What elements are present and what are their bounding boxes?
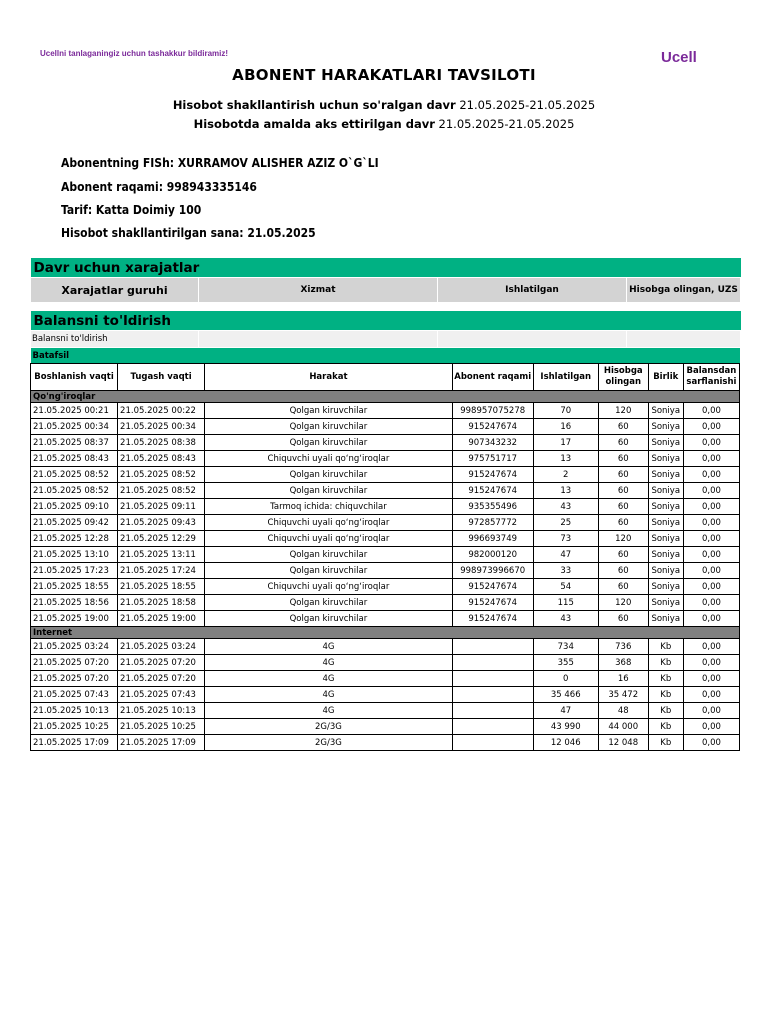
table-cell: Kb [648, 639, 683, 655]
subscriber-number: Abonent raqami: 998943335146 [61, 180, 257, 194]
table-cell: 21.05.2025 08:52 [31, 467, 118, 483]
table-cell: 2G/3G [205, 719, 453, 735]
table-cell: 998973996670 [452, 563, 533, 579]
table-cell: 2 [533, 467, 598, 483]
table-cell [452, 671, 533, 687]
table-cell: 60 [598, 611, 648, 627]
brand-logo: Ucell [661, 49, 697, 66]
table-cell: 0,00 [683, 687, 739, 703]
table-cell: 915247674 [452, 611, 533, 627]
table-cell: 21.05.2025 08:52 [118, 483, 205, 499]
table-cell: 21.05.2025 07:43 [31, 687, 118, 703]
table-cell: 17 [533, 435, 598, 451]
balance-cell [438, 331, 627, 348]
table-cell: 21.05.2025 17:09 [31, 735, 118, 751]
details-col-header: Abonent raqami [452, 364, 533, 391]
table-cell: 21.05.2025 09:10 [31, 499, 118, 515]
subscriber-tariff: Tarif: Katta Doimiy 100 [61, 203, 202, 217]
expenses-table [30, 258, 741, 303]
table-cell: 16 [533, 419, 598, 435]
table-cell: 60 [598, 499, 648, 515]
table-cell: 0,00 [683, 579, 739, 595]
table-row [31, 435, 740, 451]
table-cell: 4G [205, 671, 453, 687]
table-cell: 21.05.2025 07:20 [31, 671, 118, 687]
details-col-header: Birlik [648, 364, 683, 391]
table-cell: 13 [533, 483, 598, 499]
table-cell: 25 [533, 515, 598, 531]
table-cell: 21.05.2025 07:43 [118, 687, 205, 703]
table-cell: 21.05.2025 00:21 [31, 403, 118, 419]
table-cell: Qolgan kiruvchilar [205, 595, 453, 611]
table-cell: 0,00 [683, 499, 739, 515]
details-col-header: Balansdan sarflanishi [683, 364, 739, 391]
table-cell: 21.05.2025 10:25 [118, 719, 205, 735]
table-cell: 120 [598, 531, 648, 547]
table-row [31, 467, 740, 483]
table-cell: 21.05.2025 03:24 [31, 639, 118, 655]
table-cell: Chiquvchi uyali qo‘ng‘iroqlar [205, 579, 453, 595]
table-cell: 16 [598, 671, 648, 687]
table-cell: 47 [533, 547, 598, 563]
table-cell: Qolgan kiruvchilar [205, 547, 453, 563]
expenses-col-used: Ishlatilgan [438, 278, 627, 303]
table-cell: 70 [533, 403, 598, 419]
table-cell: Qolgan kiruvchilar [205, 403, 453, 419]
details-col-header: Tugash vaqti [118, 364, 205, 391]
period-requested-label: Hisobot shakllantirish uchun so'ralgan davr [172, 98, 456, 112]
table-cell: 21.05.2025 13:11 [118, 547, 205, 563]
table-row [31, 499, 740, 515]
table-cell: Chiquvchi uyali qo‘ng‘iroqlar [205, 515, 453, 531]
table-cell: 12 048 [598, 735, 648, 751]
table-cell: 21.05.2025 12:28 [31, 531, 118, 547]
table-cell: 915247674 [452, 419, 533, 435]
table-cell: 0,00 [683, 547, 739, 563]
table-cell: 4G [205, 639, 453, 655]
details-col-header: Harakat [205, 364, 453, 391]
table-cell: 21.05.2025 08:52 [118, 467, 205, 483]
table-cell: 47 [533, 703, 598, 719]
table-cell: 0,00 [683, 671, 739, 687]
table-row [31, 515, 740, 531]
table-cell: 736 [598, 639, 648, 655]
balance-section-title: Balansni to'ldirish [31, 311, 741, 331]
table-cell: Soniya [648, 403, 683, 419]
table-cell: 996693749 [452, 531, 533, 547]
table-cell: 21.05.2025 18:56 [31, 595, 118, 611]
table-cell [452, 735, 533, 751]
table-cell: 0,00 [683, 467, 739, 483]
table-cell: Soniya [648, 563, 683, 579]
table-cell: 4G [205, 687, 453, 703]
table-cell: 21.05.2025 10:25 [31, 719, 118, 735]
details-col-header: Ishlatilgan [533, 364, 598, 391]
table-cell: 0,00 [683, 451, 739, 467]
table-cell: Kb [648, 687, 683, 703]
table-cell: 60 [598, 563, 648, 579]
table-cell: 21.05.2025 00:34 [118, 419, 205, 435]
table-cell: Soniya [648, 579, 683, 595]
table-cell: 915247674 [452, 595, 533, 611]
balance-cell [627, 331, 741, 348]
table-cell: 21.05.2025 03:24 [118, 639, 205, 655]
table-cell: 21.05.2025 18:55 [118, 579, 205, 595]
section-name: Internet [31, 627, 740, 639]
table-row [31, 687, 740, 703]
table-cell: 43 [533, 499, 598, 515]
expenses-col-service: Xizmat [199, 278, 438, 303]
table-cell: 21.05.2025 00:34 [31, 419, 118, 435]
expenses-col-group: Xarajatlar guruhi [31, 278, 199, 303]
table-row [31, 483, 740, 499]
table-cell [452, 639, 533, 655]
table-cell [452, 687, 533, 703]
table-cell: 21.05.2025 07:20 [31, 655, 118, 671]
table-row [31, 419, 740, 435]
table-cell: 21.05.2025 10:13 [31, 703, 118, 719]
details-col-header: Hisobga olingan [598, 364, 648, 391]
balance-cell [199, 331, 438, 348]
table-cell: 0,00 [683, 703, 739, 719]
table-cell: Kb [648, 735, 683, 751]
table-cell: 60 [598, 451, 648, 467]
table-cell: 4G [205, 655, 453, 671]
details-header-row [31, 364, 740, 391]
table-row [31, 719, 740, 735]
table-cell: 0,00 [683, 735, 739, 751]
table-cell: 4G [205, 703, 453, 719]
table-cell: 60 [598, 579, 648, 595]
section-name: Qo'ng'iroqlar [31, 391, 740, 403]
details-col-header: Boshlanish vaqti [31, 364, 118, 391]
table-cell: 21.05.2025 19:00 [31, 611, 118, 627]
table-cell: 73 [533, 531, 598, 547]
table-cell: Kb [648, 703, 683, 719]
table-cell: Soniya [648, 547, 683, 563]
details-section-title: Batafsil [31, 348, 740, 364]
table-cell: 60 [598, 419, 648, 435]
table-row [31, 639, 740, 655]
table-cell: 35 466 [533, 687, 598, 703]
table-cell: 21.05.2025 08:37 [31, 435, 118, 451]
table-cell: 915247674 [452, 483, 533, 499]
table-cell: 60 [598, 515, 648, 531]
table-cell: 0,00 [683, 639, 739, 655]
table-cell: 43 [533, 611, 598, 627]
table-cell: 21.05.2025 07:20 [118, 655, 205, 671]
table-cell: Qolgan kiruvchilar [205, 611, 453, 627]
table-cell: 21.05.2025 07:20 [118, 671, 205, 687]
table-cell: 35 472 [598, 687, 648, 703]
period-shown-label: Hisobotda amalda aks ettirilgan davr [193, 117, 435, 131]
table-cell: Soniya [648, 467, 683, 483]
table-cell: 48 [598, 703, 648, 719]
table-cell: Qolgan kiruvchilar [205, 435, 453, 451]
thanks-message: Ucellni tanlaganingiz uchun tashakkur bildiramiz! [40, 49, 229, 58]
report-title: ABONENT HARAKATLARI TAVSILOTI [232, 66, 536, 84]
table-row [31, 563, 740, 579]
table-cell: 21.05.2025 08:43 [118, 451, 205, 467]
table-cell: 21.05.2025 19:00 [118, 611, 205, 627]
table-cell: Qolgan kiruvchilar [205, 467, 453, 483]
table-cell: Soniya [648, 499, 683, 515]
table-cell: 21.05.2025 17:09 [118, 735, 205, 751]
table-cell: 21.05.2025 09:42 [31, 515, 118, 531]
table-cell [452, 655, 533, 671]
table-cell: 120 [598, 595, 648, 611]
table-cell: 60 [598, 435, 648, 451]
details-body [31, 391, 740, 751]
table-cell: 935355496 [452, 499, 533, 515]
table-cell: 0,00 [683, 419, 739, 435]
table-cell: Qolgan kiruvchilar [205, 563, 453, 579]
table-cell: 0,00 [683, 531, 739, 547]
table-cell: Soniya [648, 595, 683, 611]
table-cell: Soniya [648, 611, 683, 627]
table-cell: 43 990 [533, 719, 598, 735]
table-cell: Kb [648, 671, 683, 687]
table-cell: 54 [533, 579, 598, 595]
table-row [31, 403, 740, 419]
table-cell: Soniya [648, 435, 683, 451]
table-row [31, 547, 740, 563]
table-cell: 60 [598, 467, 648, 483]
table-cell: 0,00 [683, 655, 739, 671]
table-cell: 0 [533, 671, 598, 687]
table-cell: 21.05.2025 13:10 [31, 547, 118, 563]
table-cell: 0,00 [683, 435, 739, 451]
table-cell: 734 [533, 639, 598, 655]
table-cell: 0,00 [683, 515, 739, 531]
table-cell: 368 [598, 655, 648, 671]
table-cell: Soniya [648, 515, 683, 531]
table-row [31, 451, 740, 467]
table-cell: 21.05.2025 10:13 [118, 703, 205, 719]
table-cell: 915247674 [452, 579, 533, 595]
table-cell: 21.05.2025 17:24 [118, 563, 205, 579]
table-row [31, 531, 740, 547]
table-cell [452, 719, 533, 735]
table-cell: 44 000 [598, 719, 648, 735]
table-cell: 0,00 [683, 719, 739, 735]
table-cell: 60 [598, 547, 648, 563]
report-date: Hisobot shakllantirilgan sana: 21.05.2025 [61, 226, 316, 240]
table-cell [452, 703, 533, 719]
period-requested-value: 21.05.2025-21.05.2025 [459, 98, 596, 112]
table-cell: 2G/3G [205, 735, 453, 751]
table-row [31, 735, 740, 751]
table-cell: 0,00 [683, 403, 739, 419]
balance-table [30, 311, 741, 348]
table-cell: Soniya [648, 451, 683, 467]
table-cell: 21.05.2025 08:43 [31, 451, 118, 467]
table-cell: 21.05.2025 09:43 [118, 515, 205, 531]
section-row [31, 391, 740, 403]
table-cell: 0,00 [683, 563, 739, 579]
table-row [31, 595, 740, 611]
table-row [31, 671, 740, 687]
table-cell: 0,00 [683, 611, 739, 627]
table-cell: Kb [648, 719, 683, 735]
table-cell: 21.05.2025 18:55 [31, 579, 118, 595]
table-cell: Soniya [648, 419, 683, 435]
table-cell: 972857772 [452, 515, 533, 531]
table-cell: 21.05.2025 00:22 [118, 403, 205, 419]
table-cell: Soniya [648, 531, 683, 547]
table-cell: 120 [598, 403, 648, 419]
table-cell: 21.05.2025 08:38 [118, 435, 205, 451]
subscriber-name: Abonentning FISh: XURRAMOV ALISHER AZIZ O`G`LI [61, 156, 379, 170]
period-shown-value: 21.05.2025-21.05.2025 [438, 117, 575, 131]
table-cell: Qolgan kiruvchilar [205, 483, 453, 499]
table-cell: 998957075278 [452, 403, 533, 419]
details-table [30, 348, 740, 751]
table-cell: 33 [533, 563, 598, 579]
section-row [31, 627, 740, 639]
table-cell: 13 [533, 451, 598, 467]
table-cell: 0,00 [683, 483, 739, 499]
table-cell: 915247674 [452, 467, 533, 483]
table-cell: 60 [598, 483, 648, 499]
table-cell: Chiquvchi uyali qo‘ng‘iroqlar [205, 531, 453, 547]
table-cell: 21.05.2025 09:11 [118, 499, 205, 515]
table-cell: Qolgan kiruvchilar [205, 419, 453, 435]
table-row [31, 611, 740, 627]
balance-row-label: Balansni to'ldirish [31, 331, 199, 348]
table-row [31, 579, 740, 595]
period-shown [0, 117, 768, 131]
table-row [31, 655, 740, 671]
table-cell: 21.05.2025 08:52 [31, 483, 118, 499]
expenses-col-charged: Hisobga olingan, UZS [627, 278, 741, 303]
table-cell: 21.05.2025 17:23 [31, 563, 118, 579]
table-row [31, 703, 740, 719]
table-cell: 975751717 [452, 451, 533, 467]
table-cell: Soniya [648, 483, 683, 499]
table-cell: 355 [533, 655, 598, 671]
table-cell: Tarmoq ichida: chiquvchilar [205, 499, 453, 515]
expenses-section-title: Davr uchun xarajatlar [31, 258, 741, 278]
table-cell: 0,00 [683, 595, 739, 611]
table-cell: 21.05.2025 12:29 [118, 531, 205, 547]
table-cell: 907343232 [452, 435, 533, 451]
table-cell: 12 046 [533, 735, 598, 751]
table-cell: Kb [648, 655, 683, 671]
table-cell: Chiquvchi uyali qo‘ng‘iroqlar [205, 451, 453, 467]
period-requested [0, 98, 768, 112]
table-cell: 982000120 [452, 547, 533, 563]
table-cell: 115 [533, 595, 598, 611]
table-cell: 21.05.2025 18:58 [118, 595, 205, 611]
